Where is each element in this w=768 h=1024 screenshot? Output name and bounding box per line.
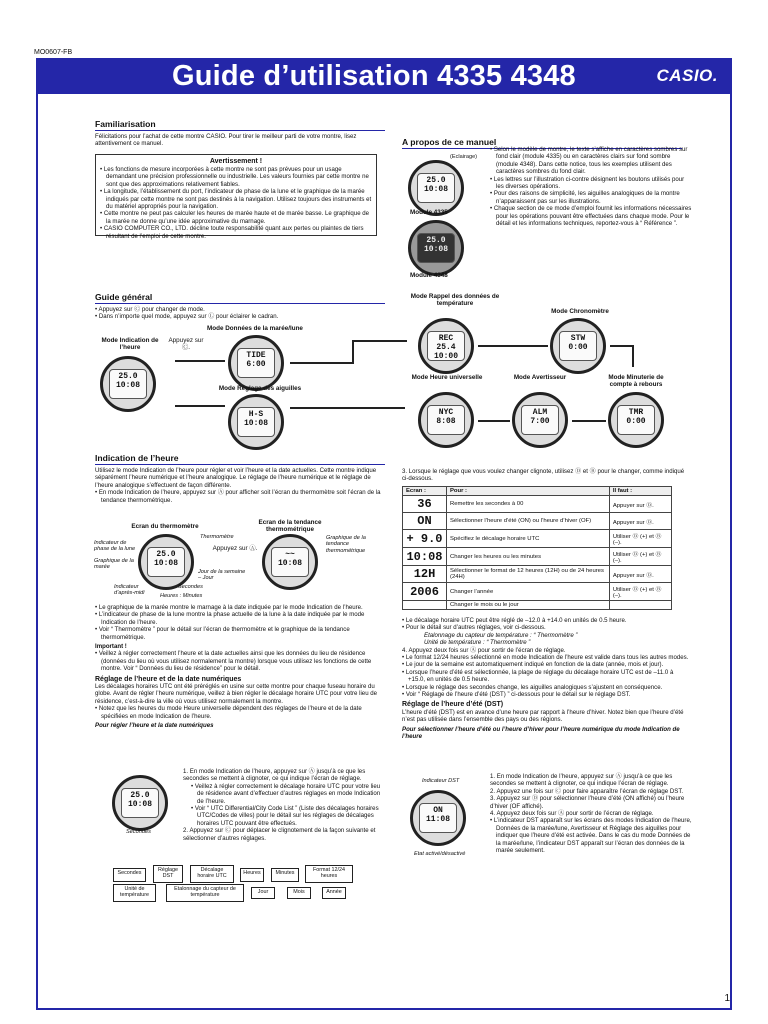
apropos-heading: A propos de ce manuel	[402, 137, 497, 147]
watch-thermometre: 25.0 10:08	[138, 534, 194, 590]
arrow	[572, 420, 606, 422]
mode-avertisseur-label: Mode Avertisseur	[513, 374, 567, 381]
mode-minuterie-label: Mode Minuterie de compte à rebours	[608, 374, 664, 388]
brand-logo: CASIO.	[656, 66, 718, 85]
apropos-text: • Selon le modèle de montre, le texte s’affiche en caractères sombres sur fond clair (module 4335) ou en caractères clairs sur fond sombre (module 4348). Dans cette notice, tous les exemples utilisent des caractères sombres du fond clair. • Les lettres sur l’illustration ci-contre désignent les boutons utilisés pour les diverses opérations. • Pour des raisons de simplicité, les aiguilles analogiques de la montre n’apparaissent pas sur les illustrations. • Chaque section de ce mode d’emploi fournit les informations nécessaires pour les opérations pouvant être effectuées dans chaque mode. Pour le détail et les informations techniques, reportez-vous à “ Référence ”.	[490, 146, 692, 227]
table-row: 2006 Changer l’année Utiliser Ⓓ (+) et Ⓑ (–).	[403, 583, 672, 601]
table-row: + 9.0 Spécifiez le décalage horaire UTC Utiliser Ⓓ (+) et Ⓑ (–).	[403, 530, 672, 548]
arrow	[478, 420, 510, 422]
flow-item: Etalonnage du capteur de température	[166, 884, 244, 902]
arrow	[290, 407, 405, 409]
heures-minutes-caption: Heures : Minutes	[160, 593, 203, 599]
general-heading: Guide général	[95, 292, 153, 302]
familiarisation-heading: Familiarisation	[95, 119, 156, 129]
watch-module-4335: 25.0 10:08	[408, 160, 464, 216]
graphique-maree-caption: Graphique de la marée	[94, 558, 134, 571]
flow-item: Réglage DST	[153, 865, 183, 883]
rule	[95, 464, 385, 465]
warning-item: • CASIO COMPUTER CO., LTD. décline toute responsabilité quant aux pertes ou plaintes de tiers résultant de l’emploi de cette montre.	[100, 225, 372, 240]
arrow	[478, 345, 548, 347]
indicateur-dst-caption: Indicateur DST	[422, 778, 460, 784]
arrow	[610, 345, 634, 347]
phase-lune-caption: Indicateur de phase de la lune	[94, 540, 136, 553]
rule	[95, 130, 385, 131]
appuyez-a-label: Appuyez sur Ⓐ.	[212, 545, 258, 552]
arrow	[175, 360, 225, 362]
warning-item: • Cette montre ne peut pas calculer les heures de marée haute et de marée basse. Le graphique de la marée ne donne qu’une idée approximative du marnage.	[100, 210, 372, 225]
flow-item: Format 12/24 heures	[305, 865, 353, 883]
document-code: MO0607-FB	[34, 49, 73, 56]
watch-secondes: 25.0 10:08	[112, 775, 168, 831]
ecran-thermo-label: Ecran du thermomètre	[131, 523, 199, 530]
flow-item: Mois	[287, 887, 311, 899]
watch-dst: ON 11:08	[410, 790, 466, 846]
appuyez-c-label: Appuyez sur Ⓒ.	[168, 337, 204, 351]
watch-minuterie: TMR 0:00	[608, 392, 664, 448]
indication-intro: Utilisez le mode Indication de l’heure pour régler et voir l’heure et la date actuelles. Cette montre indique séparément l’heure numérique et l’heure analogique. Le réglage de l’heure numérique et le réglage de l’heure analogique s’effectuent de façon différente. • En mode Indication de l’heure, appuyez sur Ⓐ pour afficher soit l’écran du thermomètre soit l’écran de la tendance thermométrique.	[95, 467, 385, 504]
reglage-table	[402, 486, 672, 610]
module-4335-label: Module 4335	[410, 209, 448, 216]
table-row: ON Sélectionner l’heure d’été (ON) ou l’heure d’hiver (OF) Appuyer sur Ⓓ.	[403, 513, 672, 530]
arrow	[175, 405, 225, 407]
watch-rappel: REC 25.4 10:00	[418, 318, 474, 374]
thermometre-caption: Thermomètre	[200, 534, 234, 540]
watch-aiguilles: H-S 10:08	[228, 394, 284, 450]
table-row: 12H Sélectionner le format de 12 heures (12H) ou de 24 heures (24H) Appuyer sur Ⓓ.	[403, 566, 672, 583]
familiarisation-intro: Félicitations pour l’achat de cette montre CASIO. Pour tirer le meilleur parti de votre montre, lisez attentivement ce manuel.	[95, 133, 357, 148]
warning-title: Avertissement !	[209, 158, 263, 165]
watch-universelle: NYC 8:08	[418, 392, 474, 448]
watch-module-4348: 25.0 10:08	[408, 220, 464, 276]
warning-item: • Les fonctions de mesure incorporées à cette montre ne sont pas prévues pour un usage demandant une précision professionnelle ou industrielle. Les valeurs fournies par cette montre ne sont que des approximations relativement fiables.	[100, 166, 372, 188]
arrow	[352, 340, 354, 364]
watch-chrono: STW 0:00	[550, 318, 606, 374]
right-notes: • Le décalage horaire UTC peut être réglé de –12.0 à +14.0 en unités de 0.5 heure. • Pour le détail sur d’autres réglages, voir ci-dessous. Etalonnage du capteur de température : “ Thermomètre ” Unité de température : “ Thermomètre ” 4. Appuyez deux fois sur Ⓐ pour sortir de l’écran de réglage. • Le format 12/24 heures sélectionné en mode Indication de l’heure est valide dans tous les autres modes. • Le jour de la semaine est automatiquement indiqué en fonction de la date (année, mois et jour). • Lorsque l’heure d’été est sélectionnée, la plage de réglage du décalage horaire UTC est de –11.0 à +15.0, en unités de 0.5 heure. • Lorsque le réglage des secondes change, les aiguilles analogiques s’ajustent en conséquence. • Voir “ Réglage de l’heure d’été (DST) ” ci-dessous pour le détail sur le réglage DST. Réglage de l’heure d’été (DST) L’heure d’été (DST) est en avance d’une heure par rapport à l’heure d’hiver. Notez bien que l’heure d’été n’est pas utilisée dans l’ensemble des pays ou des régions. Pour sélectionner l’heure d’été ou l’heure d’hiver pour l’heure numérique du mode Indication de l’heure	[402, 617, 692, 741]
title-banner	[36, 58, 732, 94]
arrow	[632, 345, 634, 367]
table-row: 36 Remettre les secondes à 00 Appuyer sur Ⓓ.	[403, 496, 672, 513]
table-row: Changer le mois ou le jour	[403, 601, 672, 610]
etat-caption: Etat activé/désactivé	[414, 851, 466, 857]
indication-notes: • Le graphique de la marée montre le marnage à la date indiquée par le mode Indication de l’heure. • L’indicateur de phase de la lune montre la phase actuelle de la lune à la date indiquée par le mode Indication de l’heure. • Voir “ Thermomètre ” pour le détail sur l’écran de thermomètre et le graphique de la tendance thermométrique. Important ! • Veillez à régler correctement l’heure et la date actuelles ainsi que les données du lieu de résidence (données du lieu où vous utilisez normalement la montre) lorsque vous utilisez les fonctions de cette montre. Voir “ Données du lieu de résidence” pour le détail. Réglage de l’heure et de la date numériques Les décalages horaires UTC ont été préréglés en usine sur cette montre pour chaque fuseau horaire du globe. Avant de régler l’heure numérique, veillez à bien régler le décalage horaire UTC pour votre lieu de résidence, c’est-à-dire la ville où vous utilisez normalement la montre. • Notez que les heures du mode Heure universelle dépendent des réglages de l’heure et de la date spécifiées en mode Indication de l’heure. Pour régler l’heure et la date numériques	[95, 604, 385, 730]
watch-avertisseur: ALM 7:00	[512, 392, 568, 448]
flow-item: Secondes	[113, 868, 146, 882]
ecran-tendance-label: Ecran de la tendance thermométrique	[258, 519, 322, 533]
mode-indication-label: Mode Indication de l’heure	[101, 337, 159, 351]
mode-aiguilles-label: Mode Réglage des aiguilles	[218, 385, 302, 392]
mode-universelle-label: Mode Heure universelle	[411, 374, 483, 381]
warning-item: • La longitude, l’établissement du port, l’indicateur de phase de la lune et le graphique de la marée indiqués par cette montre ne sont pas destinés à la navigation. Utilisez toujours des instruments et du matériel appropriés pour la navigation.	[100, 188, 372, 210]
secondes-caption-2: Secondes	[126, 829, 151, 835]
rule	[95, 303, 385, 304]
page-title: Guide d’utilisation 4335 4348	[172, 60, 576, 92]
mode-maree-label: Mode Données de la marée/lune	[207, 325, 303, 332]
watch-maree: TIDE 6:00	[228, 335, 284, 391]
eclairage-label: (Eclairage)	[450, 154, 478, 160]
module-4348-label: Module 4348	[410, 272, 448, 279]
dst-steps: 1. En mode Indication de l’heure, appuyez sur Ⓐ jusqu’à ce que les secondes se mettent à clignoter, ce qui indique l’écran de réglage. 2. Appuyez une fois sur Ⓒ pour faire apparaître l’écran de réglage DST. 3. Appuyez sur Ⓓ pour sélectionner l’heure d’été (ON affiché) ou l’heure d’hiver (OF affiché). 4. Appuyez deux fois sur Ⓐ pour sortir de l’écran de réglage. • L’indicateur DST apparaît sur les écrans des modes Indication de l’heure, Données de la marée/lune, Avertisseur et Réglage des aiguilles pour indiquer que l’heure d’été est activée. Dans le cas du mode Données de la marée/lune, l’indicateur DST apparaît sur l’écran des données de la marée seulement.	[490, 773, 692, 854]
table-header-row: Ecran : Pour : Il faut :	[403, 487, 672, 496]
jour-semaine-caption: Jour de la semaine – Jour	[198, 569, 246, 582]
mode-chrono-label: Mode Chronomètre	[551, 308, 609, 315]
reglage-steps: 1. En mode Indication de l’heure, appuyez sur Ⓐ jusqu’à ce que les secondes se mettent à clignoter, ce qui indique l’écran de réglage. • Veillez à régler correctement le décalage horaire UTC pour votre lieu de résidence avant d’effectuer d’autres réglages en mode Indication de l’heure. • Voir “ UTC Differential/City Code List ” (Liste des décalages horaires UTC/Codes de villes) pour le détail sur les réglages de décalages horaires UTC pouvant être effectués. 2. Appuyez sur Ⓒ pour déplacer le clignotement de la façon suivante et sélectionner d’autres réglages.	[183, 768, 383, 842]
table-row: 10:08 Changer les heures ou les minutes Utiliser Ⓓ (+) et Ⓑ (–).	[403, 548, 672, 566]
arrow	[352, 340, 407, 342]
watch-tendance: ~~ 10:08	[262, 534, 318, 590]
step3-text: 3. Lorsque le réglage que vous voulez changer clignote, utilisez Ⓓ et Ⓑ pour le changer, comme indiqué ci-dessous.	[402, 468, 685, 483]
indication-heading: Indication de l’heure	[95, 453, 179, 463]
flow-item: Année	[322, 887, 346, 899]
warning-box	[95, 154, 377, 240]
watch-indication: 25.0 10:08	[100, 356, 156, 412]
flow-item: Heures	[240, 868, 264, 882]
flow-item: Jour	[251, 887, 275, 899]
flow-item: Décalage horaire UTC	[190, 865, 234, 883]
arrow	[290, 362, 352, 364]
mode-rappel-label: Mode Rappel des données de température	[410, 293, 500, 307]
apres-midi-caption: Indicateur d’après-midi	[114, 584, 145, 597]
secondes-caption: Secondes	[178, 584, 203, 590]
flow-item: Minutes	[271, 868, 299, 882]
flow-item: Unité de température	[113, 884, 156, 902]
graphique-tendance-caption: Graphique de la tendance thermométrique	[326, 535, 366, 554]
page-number: 1	[724, 993, 730, 1004]
general-bullets: • Appuyez sur Ⓒ pour changer de mode. • Dans n’importe quel mode, appuyez sur Ⓛ pour éclairer le cadran.	[95, 306, 315, 321]
